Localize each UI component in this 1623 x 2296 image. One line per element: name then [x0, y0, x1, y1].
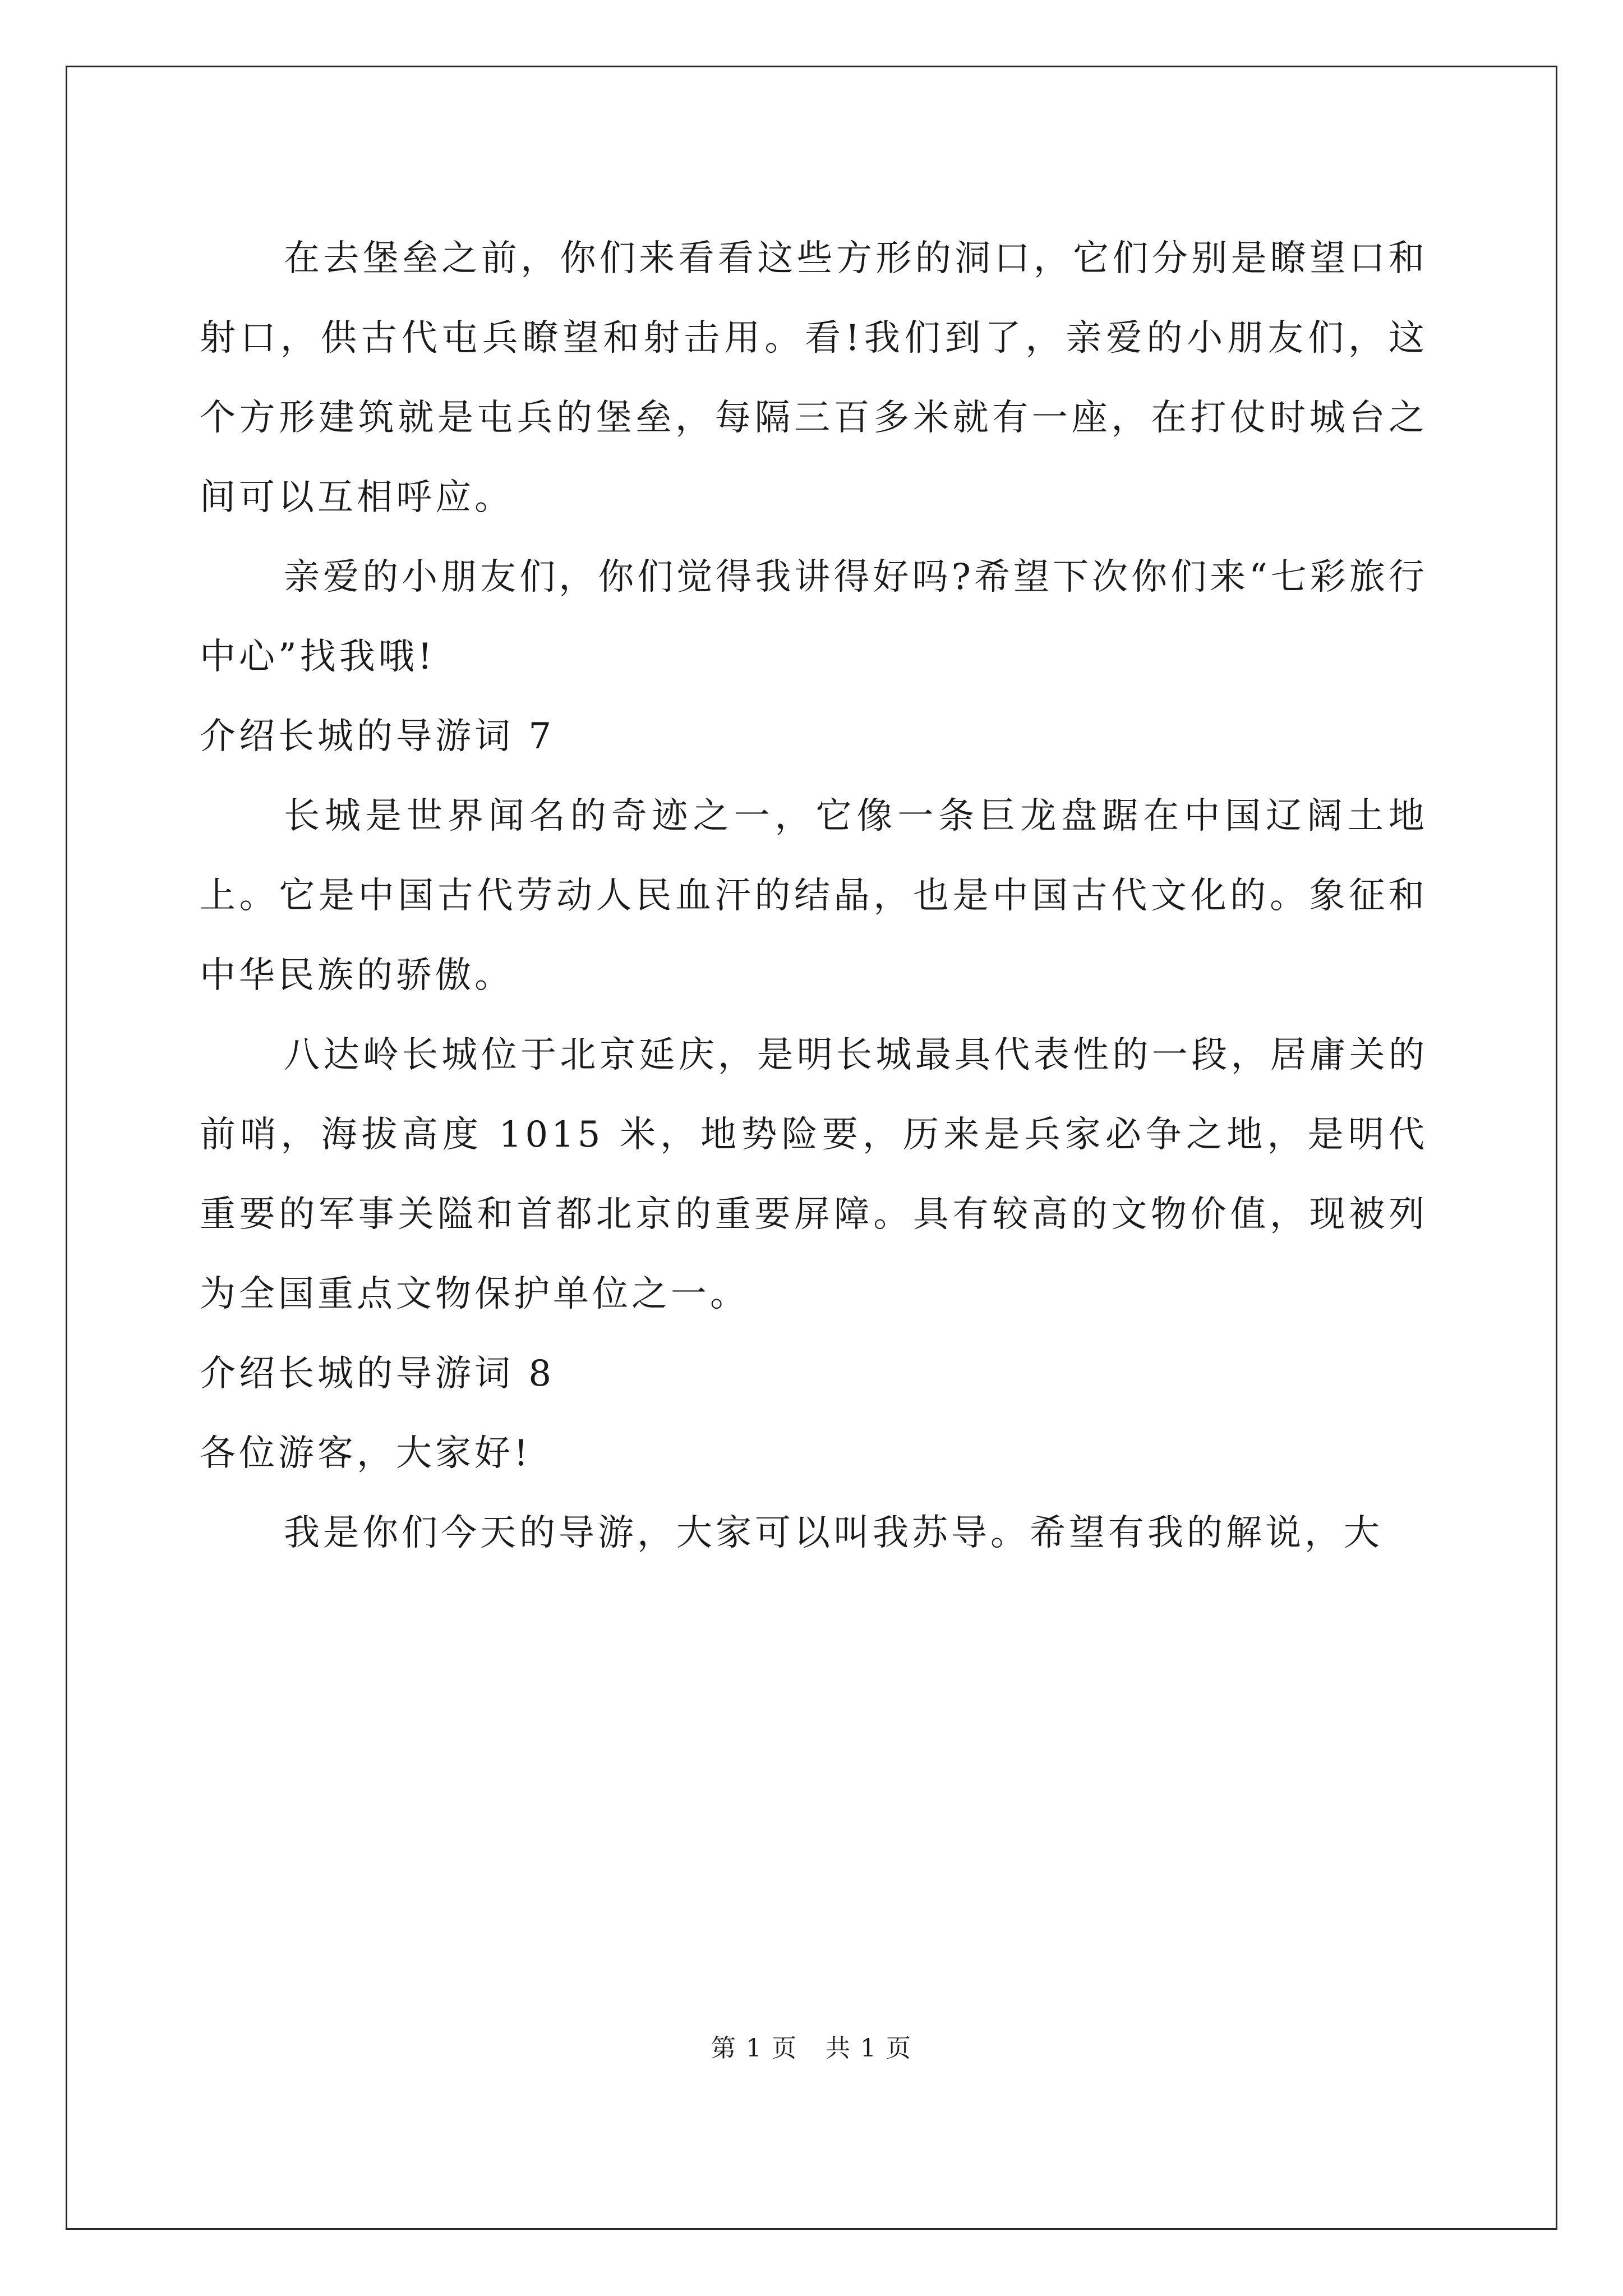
- paragraph-great-wall-intro: 长城是世界闻名的奇迹之一，它像一条巨龙盘踞在中国辽阔土地上。它是中国古代劳动人民血汗的结晶，也是中国古代文化的。象征和中华民族的骄傲。: [200, 795, 1428, 996]
- document-body: [200, 219, 1428, 1573]
- paragraph-badaling: 八达岭长城位于北京延庆，是明长城最具代表性的一段，居庸关的前哨，海拔高度 1015 米，地势险要，历来是兵家必争之地，是明代重要的军事关隘和首都北京的重要屏障。具有较高的文物价值，现被列为全国重点文物保护单位之一。: [200, 1034, 1428, 1315]
- page-total: 共 1 页: [826, 2034, 912, 2063]
- paragraph-fortress-openings: 在去堡垒之前，你们来看看这些方形的洞口，它们分别是瞭望口和射口，供古代屯兵瞭望和射击用。看!我们到了，亲爱的小朋友们，这个方形建筑就是屯兵的堡垒，每隔三百多米就有一座，在打仗时城台之间可以互相呼应。: [200, 238, 1428, 518]
- paragraph-greeting: 各位游客，大家好!: [200, 1433, 532, 1474]
- paragraph-guide-intro: 我是你们今天的导游，大家可以叫我苏导。希望有我的解说，大: [284, 1512, 1383, 1554]
- section-heading-7: 介绍长城的导游词 7: [200, 716, 555, 757]
- paragraph-closing-remarks: 亲爱的小朋友们，你们觉得我讲得好吗?希望下次你们来“七彩旅行中心”找我哦!: [200, 556, 1428, 678]
- section-heading-8: 介绍长城的导游词 8: [200, 1353, 555, 1395]
- page-footer: [0, 2032, 1623, 2065]
- page-number: 第 1 页: [711, 2034, 797, 2063]
